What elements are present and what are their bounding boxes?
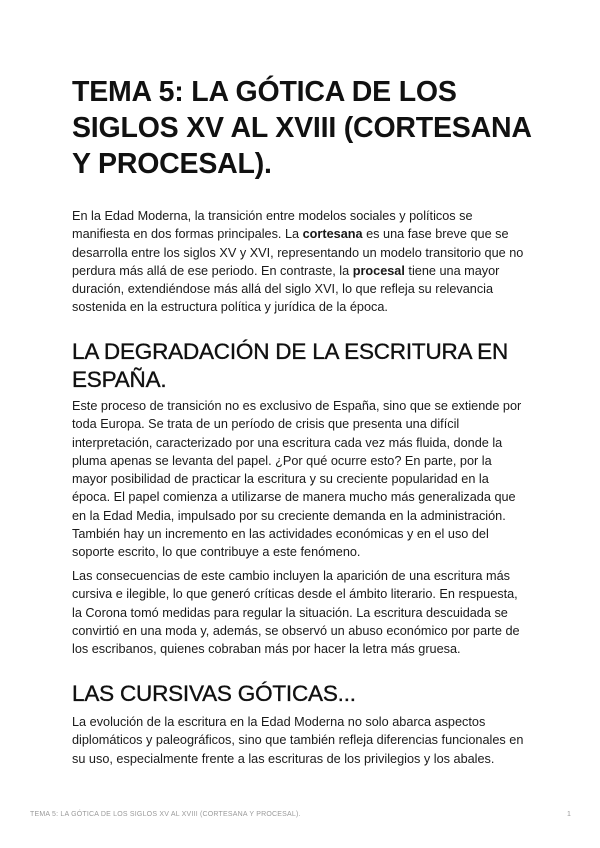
footer-running-title: TEMA 5: LA GÓTICA DE LOS SIGLOS XV AL XVIII (CORTESANA Y PROCESAL).	[30, 811, 301, 818]
page-title: TEMA 5: LA GÓTICA DE LOS SIGLOS XV AL XVIII (CORTESANA Y PROCESAL).	[72, 76, 531, 180]
intro-text-1: En la Edad Moderna, la transición entre modelos sociales y políticos se manifiesta en dos formas principales. La	[72, 209, 473, 242]
section-heading-degradacion: LA DEGRADACIÓN DE LA ESCRITURA EN ESPAÑA.	[72, 339, 509, 392]
footer-page-number: 1	[567, 811, 571, 818]
intro-paragraph	[72, 207, 530, 317]
intro-term-cortesana: cortesana	[302, 227, 363, 242]
intro-text-2: es una fase breve que se desarrolla entre los siglos XV y XVI, representando un modelo transitorio que no perdura más allá de ese periodo. En contraste, la	[72, 227, 524, 278]
intro-text-3: tiene una mayor duración, extendiéndose más allá del siglo XVI, lo que refleja su relevancia sostenida en la estructura política y jurídica de la época.	[72, 263, 500, 315]
section2-paragraph-1: La evolución de la escritura en la Edad Moderna no solo abarca aspectos diplomáticos y paleográficos, sino que también refleja diferencias funcionales en su uso, especialmente frente a las escrituras de los privilegios y los abales.	[72, 715, 524, 766]
section1-paragraph-1: Este proceso de transición no es exclusivo de España, sino que se extiende por toda Europa. Se trata de un período de crisis que presenta una difícil interpretación, caracterizado por una escritura cada vez más fluida, donde la pluma apenas se levanta del papel. ¿Por qué ocurre esto? En parte, por la mayor posibilidad de practicar la escritura y su creciente popularidad en la época. El papel comienza a utilizarse de manera mucho más generalizada que en la Edad Media, impulsado por su creciente demanda en la administración. También hay un incremento en las actividades económicas y en el uso del soporte escrito, lo que contribuye a este fenómeno.	[72, 399, 522, 560]
section-heading-cursivas: LAS CURSIVAS GÓTICAS...	[72, 681, 356, 706]
section1-paragraph-2: Las consecuencias de este cambio incluyen la aparición de una escritura más cursiva e ilegible, lo que generó críticas desde el ámbito literario. En respuesta, la Corona tomó medidas para regular la situación. La escritura descuidada se convirtió en una moda y, además, se observó un abuso económico por parte de los escribanos, quienes cobraban más por hacer la letra más gruesa.	[72, 569, 520, 657]
intro-term-procesal: procesal	[352, 263, 405, 278]
